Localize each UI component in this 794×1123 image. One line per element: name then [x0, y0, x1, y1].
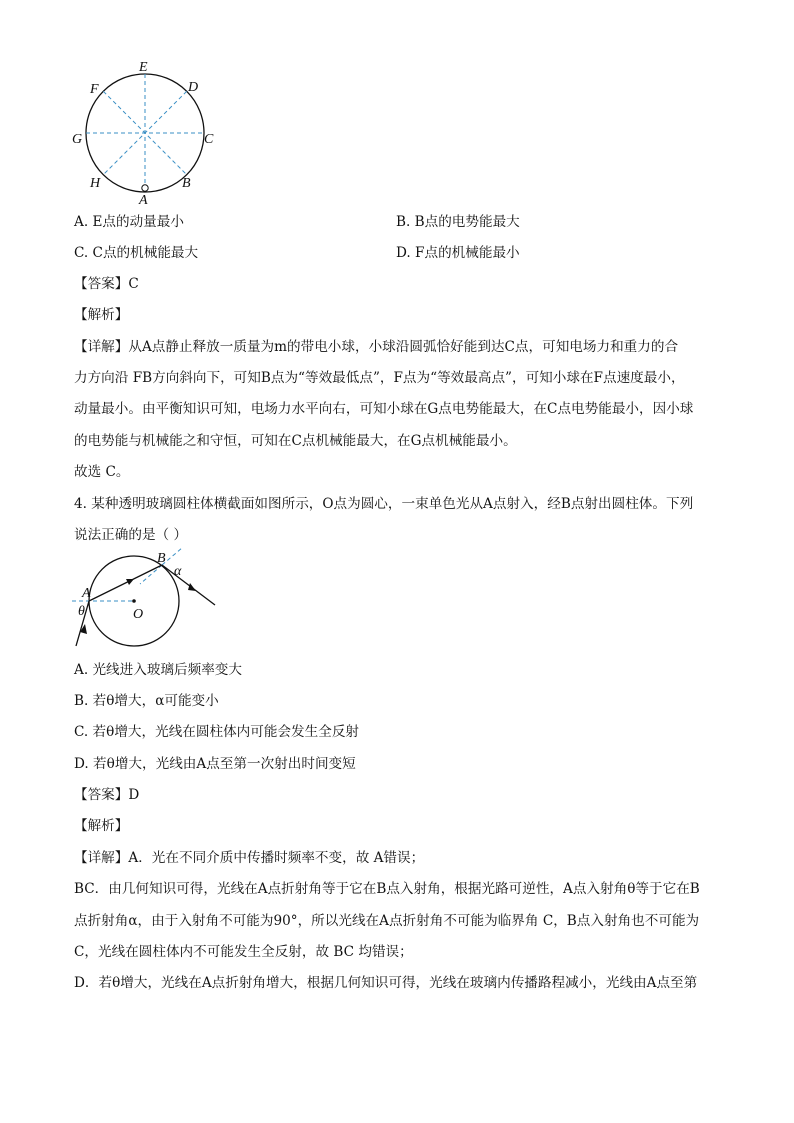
label-E: E: [139, 60, 148, 75]
answer-label: 【答案】: [74, 787, 129, 803]
q3-conclusion: 故选 C。: [74, 464, 130, 480]
figure-circle-diameters: [64, 56, 234, 208]
q3-option-B: B. B点的电势能最大: [396, 214, 520, 230]
q3-answer: [74, 274, 139, 294]
q4-detail-line-2: BC．由几何知识可得，光线在A点折射角等于它在B点入射角，根据光路可逆性，A点入射角θ等于它在B: [74, 881, 700, 897]
q3-detail-line-2: 力方向沿 FB方向斜向下，可知B点为“等效最低点”，F点为“等效最高点”，可知小球在F点速度最小，: [74, 370, 685, 386]
label-B: B: [157, 551, 166, 566]
label-A: A: [82, 586, 91, 601]
label-A: A: [139, 193, 148, 208]
q4-detail-line-4: C，光线在圆柱体内不可能发生全反射，故 BC 均错误；: [74, 944, 413, 960]
ball: [142, 185, 148, 191]
answer-value: C: [128, 276, 139, 292]
q3-option-D: D. F点的机械能最小: [396, 245, 520, 261]
label-G: G: [72, 132, 83, 147]
q4-stem-line-1: 4. 某种透明玻璃圆柱体横截面如图所示，O点为圆心，一束单色光从A点射入，经B点射出圆柱体。下列: [74, 496, 694, 512]
label-alpha: α: [174, 564, 182, 579]
light-ray: [76, 565, 215, 646]
q4-option-C: C. 若θ增大，光线在圆柱体内可能会发生全反射: [74, 724, 360, 740]
answer-value: D: [128, 787, 140, 803]
q4-detail-line-1: 【详解】A．光在不同介质中传播时频率不变，故 A错误；: [74, 850, 425, 866]
label-C: C: [204, 132, 214, 147]
center-point: [132, 599, 136, 603]
q4-detail-line-5: D．若θ增大，光线在A点折射角增大，根据几何知识可得，光线在玻璃内传播路程减小，光线由A点至第: [74, 975, 698, 991]
label-H: H: [90, 176, 101, 191]
q3-detail-line-3: 动量最小。由平衡知识可知，电场力水平向右，可知小球在G点电势能最大，在C点电势能最小，因小球: [74, 401, 694, 417]
answer-label: 【答案】: [74, 276, 129, 292]
q3-option-A: A. E点的动量最小: [74, 214, 184, 230]
q4-stem-line-2: 说法正确的是（ ）: [74, 527, 188, 543]
q4-analysis-label: 【解析】: [74, 818, 129, 834]
label-B: B: [182, 176, 191, 191]
arrow-outgoing: [188, 583, 196, 591]
q3-detail-line-1: 【详解】从A点静止释放一质量为m的带电小球，小球沿圆弧恰好能到达C点，可知电场力和重力的合: [74, 339, 679, 355]
q4-detail-line-3: 点折射角α，由于入射角不可能为90°，所以光线在A点折射角不可能为临界角 C，B点入射角也不可能为: [74, 913, 700, 929]
q4-option-A: A. 光线进入玻璃后频率变大: [74, 662, 242, 678]
label-F: F: [90, 82, 99, 97]
q3-option-C: C. C点的机械能最大: [74, 245, 199, 261]
q3-analysis-label: 【解析】: [74, 307, 129, 323]
q3-detail-line-4: 的电势能与机械能之和守恒，可知在C点机械能最大，在G点机械能最小。: [74, 433, 517, 449]
label-D: D: [188, 80, 199, 95]
q4-option-B: B. 若θ增大，α可能变小: [74, 693, 219, 709]
q4-option-D: D. 若θ增大，光线由A点至第一次射出时间变短: [74, 756, 356, 772]
label-O: O: [133, 607, 144, 622]
q4-answer: [74, 785, 139, 805]
label-theta: θ: [78, 604, 85, 619]
figure-glass-cylinder: [68, 548, 228, 658]
